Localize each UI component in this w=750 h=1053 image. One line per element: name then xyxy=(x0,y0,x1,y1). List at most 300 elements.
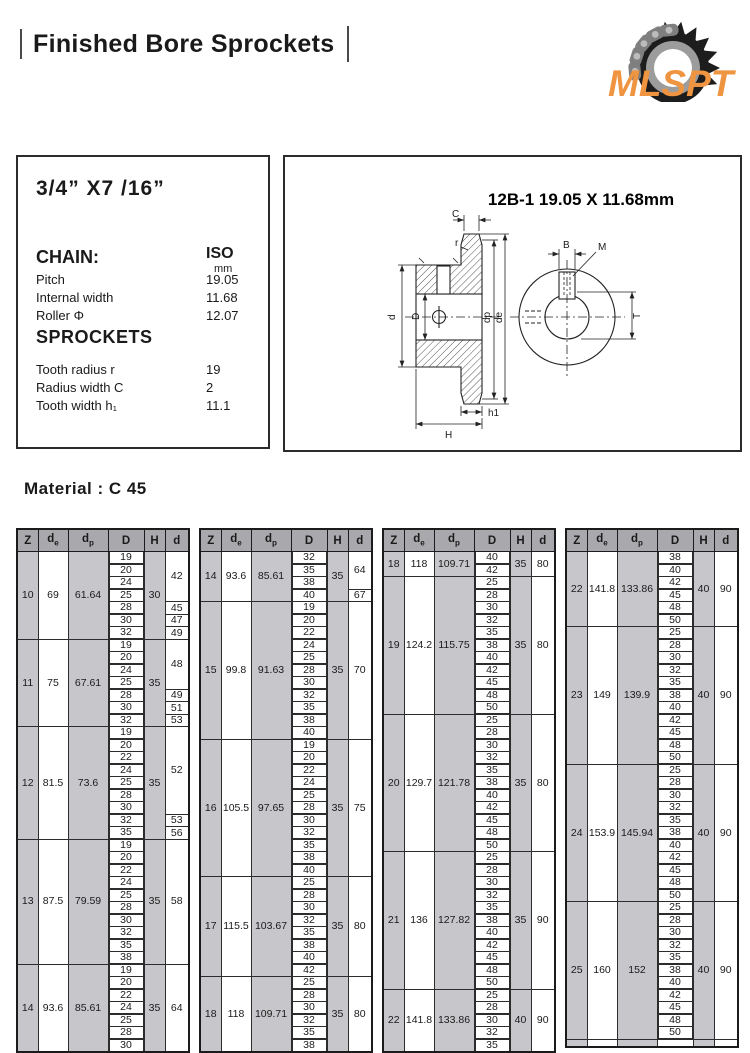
cell-dp: 109.71 xyxy=(251,977,291,1053)
cell-D: 32 xyxy=(291,827,327,840)
cell-D: 42 xyxy=(657,714,693,727)
cell-D: 22 xyxy=(291,627,327,640)
title-right-bar xyxy=(347,26,349,62)
cell-de: 136 xyxy=(404,852,434,990)
column-header: d xyxy=(165,529,189,552)
svg-text:D: D xyxy=(411,312,422,320)
cell-D: 28 xyxy=(291,989,327,1002)
cell-D: 28 xyxy=(108,789,144,802)
column-header: D xyxy=(291,529,327,552)
cell-D: 40 xyxy=(657,702,693,715)
cell-D: 32 xyxy=(657,802,693,815)
cell-z: 14 xyxy=(200,552,221,602)
cell-de: 118 xyxy=(404,552,434,577)
cell-D: 28 xyxy=(657,639,693,652)
cell-h xyxy=(693,1039,714,1047)
cell-h: 40 xyxy=(510,989,531,1052)
cell-D: 28 xyxy=(108,902,144,915)
cell-D: 38 xyxy=(291,577,327,590)
cell-D: 45 xyxy=(474,677,510,690)
cell-D: 32 xyxy=(657,664,693,677)
cell-D: 28 xyxy=(474,589,510,602)
cell-dcol: 70 xyxy=(348,602,372,740)
cell-dcol: 53 xyxy=(165,714,189,727)
column-header: d xyxy=(531,529,555,552)
cell-D: 25 xyxy=(291,877,327,890)
cell-dcol: 58 xyxy=(165,839,189,964)
cell-D: 45 xyxy=(657,727,693,740)
cell-h: 35 xyxy=(510,852,531,990)
cell-h: 40 xyxy=(693,627,714,765)
table-row xyxy=(200,877,372,890)
svg-text:B: B xyxy=(563,240,570,251)
cell-D: 19 xyxy=(108,552,144,565)
cell-dp: 139.9 xyxy=(617,627,657,765)
cell-D: 30 xyxy=(108,702,144,715)
cell-D: 42 xyxy=(657,577,693,590)
cell-D: 42 xyxy=(657,852,693,865)
table-row xyxy=(383,552,555,565)
cell-D: 25 xyxy=(108,677,144,690)
cell-dcol: 80 xyxy=(531,552,555,577)
cell-dp: 115.75 xyxy=(434,577,474,715)
column-header: Z xyxy=(383,529,404,552)
spec-value: 2 xyxy=(206,380,214,395)
cell-D: 35 xyxy=(657,677,693,690)
cell-dcol: 42 xyxy=(165,552,189,602)
cell-dp: 103.67 xyxy=(251,877,291,977)
cell-h: 35 xyxy=(510,552,531,577)
chain-section-label: CHAIN: xyxy=(36,247,99,267)
cell-D: 25 xyxy=(474,989,510,1002)
cell-de: 160 xyxy=(587,902,617,1040)
column-header: H xyxy=(144,529,165,552)
cell-D: 19 xyxy=(108,964,144,977)
sprocket-data-table xyxy=(16,528,190,1053)
cell-z: 25 xyxy=(566,902,587,1040)
column-header: D xyxy=(108,529,144,552)
cell-Dfoot xyxy=(657,1039,693,1047)
cell-D: 32 xyxy=(108,714,144,727)
cell-D: 42 xyxy=(474,802,510,815)
column-header: d xyxy=(714,529,738,552)
cell-z: 19 xyxy=(383,577,404,715)
empty-footer-row xyxy=(566,1039,738,1047)
sprocket-data-table xyxy=(199,528,373,1053)
cell-D: 25 xyxy=(474,852,510,865)
sprocket-data-table xyxy=(382,528,556,1053)
cell-z: 23 xyxy=(566,627,587,765)
cell-D: 22 xyxy=(291,764,327,777)
cell-dp: 133.86 xyxy=(617,552,657,627)
cell-D: 48 xyxy=(657,602,693,615)
cell-D: 30 xyxy=(657,927,693,940)
cell-D: 38 xyxy=(474,914,510,927)
cell-D: 32 xyxy=(291,1014,327,1027)
cell-de: 93.6 xyxy=(221,552,251,602)
cell-dcol xyxy=(714,1039,738,1047)
cell-de: 124.2 xyxy=(404,577,434,715)
column-header: Z xyxy=(566,529,587,552)
cell-dcol: 52 xyxy=(165,727,189,815)
cell-D: 25 xyxy=(474,714,510,727)
spec-label: Internal width xyxy=(36,290,114,305)
cell-de: 149 xyxy=(587,627,617,765)
cell-D: 30 xyxy=(291,677,327,690)
cell-D: 20 xyxy=(108,977,144,990)
cell-D: 50 xyxy=(474,839,510,852)
cell-D: 38 xyxy=(291,714,327,727)
svg-text:T: T xyxy=(632,312,643,319)
sprockets-section-label: SPROCKETS xyxy=(36,327,153,347)
cell-D: 32 xyxy=(474,614,510,627)
cell-D: 50 xyxy=(657,889,693,902)
cell-D: 38 xyxy=(474,777,510,790)
cell-D: 32 xyxy=(291,914,327,927)
cell-D: 20 xyxy=(108,564,144,577)
cell-h: 35 xyxy=(144,964,165,1052)
cell-D: 48 xyxy=(657,739,693,752)
cell-dcol: 49 xyxy=(165,627,189,640)
column-header: H xyxy=(510,529,531,552)
cell-z: 17 xyxy=(200,877,221,977)
cell-D: 19 xyxy=(291,602,327,615)
cell-D: 28 xyxy=(474,864,510,877)
cell-D: 30 xyxy=(657,652,693,665)
table-row xyxy=(17,639,189,652)
table-row xyxy=(383,577,555,590)
column-header: $d_e$ xyxy=(221,529,251,552)
cell-D: 20 xyxy=(291,752,327,765)
cell-D: 35 xyxy=(474,902,510,915)
cell-D: 35 xyxy=(657,952,693,965)
cell-D: 42 xyxy=(474,939,510,952)
cell-D: 32 xyxy=(291,552,327,565)
cell-D: 35 xyxy=(657,814,693,827)
cell-D: 25 xyxy=(657,627,693,640)
table-row xyxy=(17,727,189,740)
chain-spec-box xyxy=(16,155,270,449)
column-header: $d_p$ xyxy=(68,529,108,552)
iso-label: ISO xyxy=(206,245,234,262)
cell-D: 30 xyxy=(474,602,510,615)
table-row xyxy=(200,552,372,565)
cell-D: 45 xyxy=(657,864,693,877)
cell-D: 32 xyxy=(291,689,327,702)
cell-D: 24 xyxy=(108,664,144,677)
cell-D: 42 xyxy=(474,664,510,677)
cell-de xyxy=(587,1039,617,1047)
column-header: $d_p$ xyxy=(434,529,474,552)
cell-h: 40 xyxy=(693,902,714,1040)
cell-D: 32 xyxy=(108,814,144,827)
cell-D: 48 xyxy=(474,689,510,702)
cell-D: 40 xyxy=(474,789,510,802)
svg-text:C: C xyxy=(452,209,460,220)
cell-D: 40 xyxy=(474,652,510,665)
mlspt-logo xyxy=(578,6,742,102)
cell-D: 24 xyxy=(108,764,144,777)
column-header: $d_e$ xyxy=(38,529,68,552)
spec-row-radius-width xyxy=(36,380,250,396)
cell-D: 40 xyxy=(474,552,510,565)
cell-D: 45 xyxy=(474,952,510,965)
cell-dcol: 49 xyxy=(165,689,189,702)
table-row xyxy=(17,964,189,977)
table-row xyxy=(566,627,738,640)
cell-D: 48 xyxy=(657,1014,693,1027)
cell-D: 48 xyxy=(657,877,693,890)
cell-D: 32 xyxy=(474,889,510,902)
cell-D: 42 xyxy=(474,564,510,577)
cell-h: 35 xyxy=(144,727,165,840)
cell-h: 35 xyxy=(144,639,165,727)
cell-D: 45 xyxy=(657,1002,693,1015)
column-header: $d_p$ xyxy=(617,529,657,552)
cell-D: 19 xyxy=(108,727,144,740)
column-header: $d_e$ xyxy=(404,529,434,552)
cell-D: 50 xyxy=(474,977,510,990)
cell-z: 18 xyxy=(200,977,221,1053)
cell-D: 40 xyxy=(291,864,327,877)
cell-D: 24 xyxy=(108,877,144,890)
table-row xyxy=(200,739,372,752)
logo-wordmark: MLSPT xyxy=(608,63,734,102)
material-label: Material : C 45 xyxy=(24,479,147,498)
spec-label: Radius width C xyxy=(36,380,124,395)
cell-dp: 79.59 xyxy=(68,839,108,964)
spec-value: 19.05 xyxy=(206,272,239,287)
cell-D: 24 xyxy=(108,577,144,590)
cell-dcol: 64 xyxy=(165,964,189,1052)
cell-D: 50 xyxy=(657,1027,693,1040)
cell-D: 22 xyxy=(108,864,144,877)
spec-value: 19 xyxy=(206,362,221,377)
cell-D: 40 xyxy=(474,927,510,940)
svg-text:h1: h1 xyxy=(488,408,500,419)
cell-de: 81.5 xyxy=(38,727,68,840)
spec-label: Tooth width h₁ xyxy=(36,398,117,413)
cell-D: 38 xyxy=(291,1039,327,1052)
cell-de: 115.5 xyxy=(221,877,251,977)
cell-dp: 152 xyxy=(617,902,657,1040)
cell-z: 16 xyxy=(200,739,221,877)
cell-h: 35 xyxy=(327,739,348,877)
cell-dp: 121.78 xyxy=(434,714,474,852)
cell-D: 28 xyxy=(657,914,693,927)
column-header: $d_e$ xyxy=(587,529,617,552)
cell-h: 40 xyxy=(693,552,714,627)
cell-D: 45 xyxy=(657,589,693,602)
cell-D: 32 xyxy=(108,927,144,940)
cell-D: 50 xyxy=(474,702,510,715)
cell-D: 30 xyxy=(108,1039,144,1052)
cell-de: 99.8 xyxy=(221,602,251,740)
cell-D: 25 xyxy=(291,652,327,665)
cell-z: 24 xyxy=(566,764,587,902)
cell-dp xyxy=(617,1039,657,1047)
cell-D: 22 xyxy=(108,752,144,765)
cell-h: 35 xyxy=(510,577,531,715)
spec-label: Roller Φ xyxy=(36,308,84,323)
cell-D: 45 xyxy=(474,814,510,827)
cell-D: 25 xyxy=(291,789,327,802)
cell-dcol: 90 xyxy=(714,764,738,902)
cell-z: 13 xyxy=(17,839,38,964)
cell-z: 20 xyxy=(383,714,404,852)
cell-h: 35 xyxy=(327,552,348,602)
table-row xyxy=(566,902,738,915)
mm-label: mm xyxy=(214,263,233,275)
cell-D: 28 xyxy=(474,727,510,740)
cell-D: 38 xyxy=(474,639,510,652)
cell-D: 50 xyxy=(657,752,693,765)
cell-D: 48 xyxy=(474,964,510,977)
table-row xyxy=(383,989,555,1002)
spec-row-tooth-width xyxy=(36,398,250,414)
cell-D: 28 xyxy=(291,889,327,902)
spec-label: Pitch xyxy=(36,272,65,287)
cell-D: 38 xyxy=(657,552,693,565)
cell-dp: 85.61 xyxy=(251,552,291,602)
cell-D: 38 xyxy=(291,939,327,952)
cell-dcol: 80 xyxy=(348,977,372,1053)
svg-text:H: H xyxy=(445,430,453,441)
cell-D: 32 xyxy=(108,627,144,640)
cell-dcol: 90 xyxy=(714,627,738,765)
cell-dcol: 90 xyxy=(531,852,555,990)
cell-D: 30 xyxy=(291,814,327,827)
cell-z: 22 xyxy=(566,552,587,627)
cell-D: 28 xyxy=(474,1002,510,1015)
column-header: Z xyxy=(200,529,221,552)
cell-D: 20 xyxy=(291,614,327,627)
cell-de: 118 xyxy=(221,977,251,1053)
cell-de: 141.8 xyxy=(404,989,434,1052)
table-row xyxy=(200,977,372,990)
cell-D: 35 xyxy=(291,927,327,940)
cell-de: 75 xyxy=(38,639,68,727)
cell-dp: 73.6 xyxy=(68,727,108,840)
spec-row-pitch xyxy=(36,272,250,288)
cell-D: 25 xyxy=(108,889,144,902)
svg-text:M: M xyxy=(598,242,607,253)
cell-D: 25 xyxy=(657,902,693,915)
cell-D: 30 xyxy=(474,877,510,890)
cell-D: 40 xyxy=(291,589,327,602)
cell-D: 19 xyxy=(108,639,144,652)
cell-D: 30 xyxy=(108,802,144,815)
table-row xyxy=(566,552,738,565)
cell-z xyxy=(566,1039,587,1047)
cell-D: 24 xyxy=(108,1002,144,1015)
page-title: Finished Bore Sprockets xyxy=(33,29,335,58)
cell-D: 35 xyxy=(474,1039,510,1052)
column-header: H xyxy=(693,529,714,552)
cell-D: 24 xyxy=(291,639,327,652)
cell-D: 35 xyxy=(474,627,510,640)
cell-D: 20 xyxy=(108,852,144,865)
table-row xyxy=(383,852,555,865)
cell-h: 30 xyxy=(144,552,165,640)
cell-D: 38 xyxy=(657,689,693,702)
cell-D: 35 xyxy=(291,702,327,715)
cell-de: 141.8 xyxy=(587,552,617,627)
cell-D: 35 xyxy=(108,939,144,952)
cell-D: 28 xyxy=(108,602,144,615)
spec-row-tooth-radius xyxy=(36,362,250,378)
cell-D: 35 xyxy=(291,839,327,852)
cell-D: 25 xyxy=(474,577,510,590)
cell-D: 38 xyxy=(108,952,144,965)
cell-z: 22 xyxy=(383,989,404,1052)
table-row xyxy=(17,552,189,565)
cell-D: 30 xyxy=(657,789,693,802)
drawing-title: 12B-1 19.05 X 11.68mm xyxy=(487,190,675,209)
cell-h: 40 xyxy=(693,764,714,902)
cell-D: 40 xyxy=(657,564,693,577)
cell-dp: 127.82 xyxy=(434,852,474,990)
spec-row-internal-width xyxy=(36,290,250,306)
cell-D: 30 xyxy=(474,739,510,752)
cell-de: 93.6 xyxy=(38,964,68,1052)
cell-D: 40 xyxy=(291,727,327,740)
cell-dp: 97.65 xyxy=(251,739,291,877)
cell-z: 21 xyxy=(383,852,404,990)
cell-D: 40 xyxy=(657,839,693,852)
cell-D: 19 xyxy=(108,839,144,852)
svg-text:r: r xyxy=(455,238,459,249)
sprocket-table-3 xyxy=(382,528,556,1053)
cell-D: 40 xyxy=(291,952,327,965)
sprocket-table-1 xyxy=(16,528,190,1053)
sprocket-table-2 xyxy=(199,528,373,1053)
cell-z: 10 xyxy=(17,552,38,640)
cell-z: 15 xyxy=(200,602,221,740)
cell-D: 42 xyxy=(291,964,327,977)
cell-dp: 109.71 xyxy=(434,552,474,577)
svg-text:dp: dp xyxy=(482,311,493,323)
cell-dcol: 48 xyxy=(165,639,189,689)
cell-D: 38 xyxy=(291,852,327,865)
cell-dcol: 80 xyxy=(531,714,555,852)
cell-z: 14 xyxy=(17,964,38,1052)
cell-D: 30 xyxy=(108,914,144,927)
cell-D: 32 xyxy=(657,939,693,952)
cell-D: 25 xyxy=(291,977,327,990)
cell-dcol: 45 xyxy=(165,602,189,615)
column-header: d xyxy=(348,529,372,552)
cell-dp: 91.63 xyxy=(251,602,291,740)
column-header: D xyxy=(657,529,693,552)
spec-value: 11.68 xyxy=(206,290,238,305)
technical-drawing-box xyxy=(283,155,742,452)
cell-D: 35 xyxy=(291,1027,327,1040)
cell-h: 35 xyxy=(510,714,531,852)
cell-dp: 61.64 xyxy=(68,552,108,640)
cell-de: 129.7 xyxy=(404,714,434,852)
column-header: $d_p$ xyxy=(251,529,291,552)
cell-D: 24 xyxy=(291,777,327,790)
cell-D: 32 xyxy=(474,1027,510,1040)
cell-D: 48 xyxy=(474,827,510,840)
cell-dcol: 75 xyxy=(348,739,372,877)
cell-de: 69 xyxy=(38,552,68,640)
cell-D: 28 xyxy=(108,1027,144,1040)
cell-D: 20 xyxy=(108,739,144,752)
cell-D: 35 xyxy=(108,827,144,840)
page-header xyxy=(20,26,349,62)
